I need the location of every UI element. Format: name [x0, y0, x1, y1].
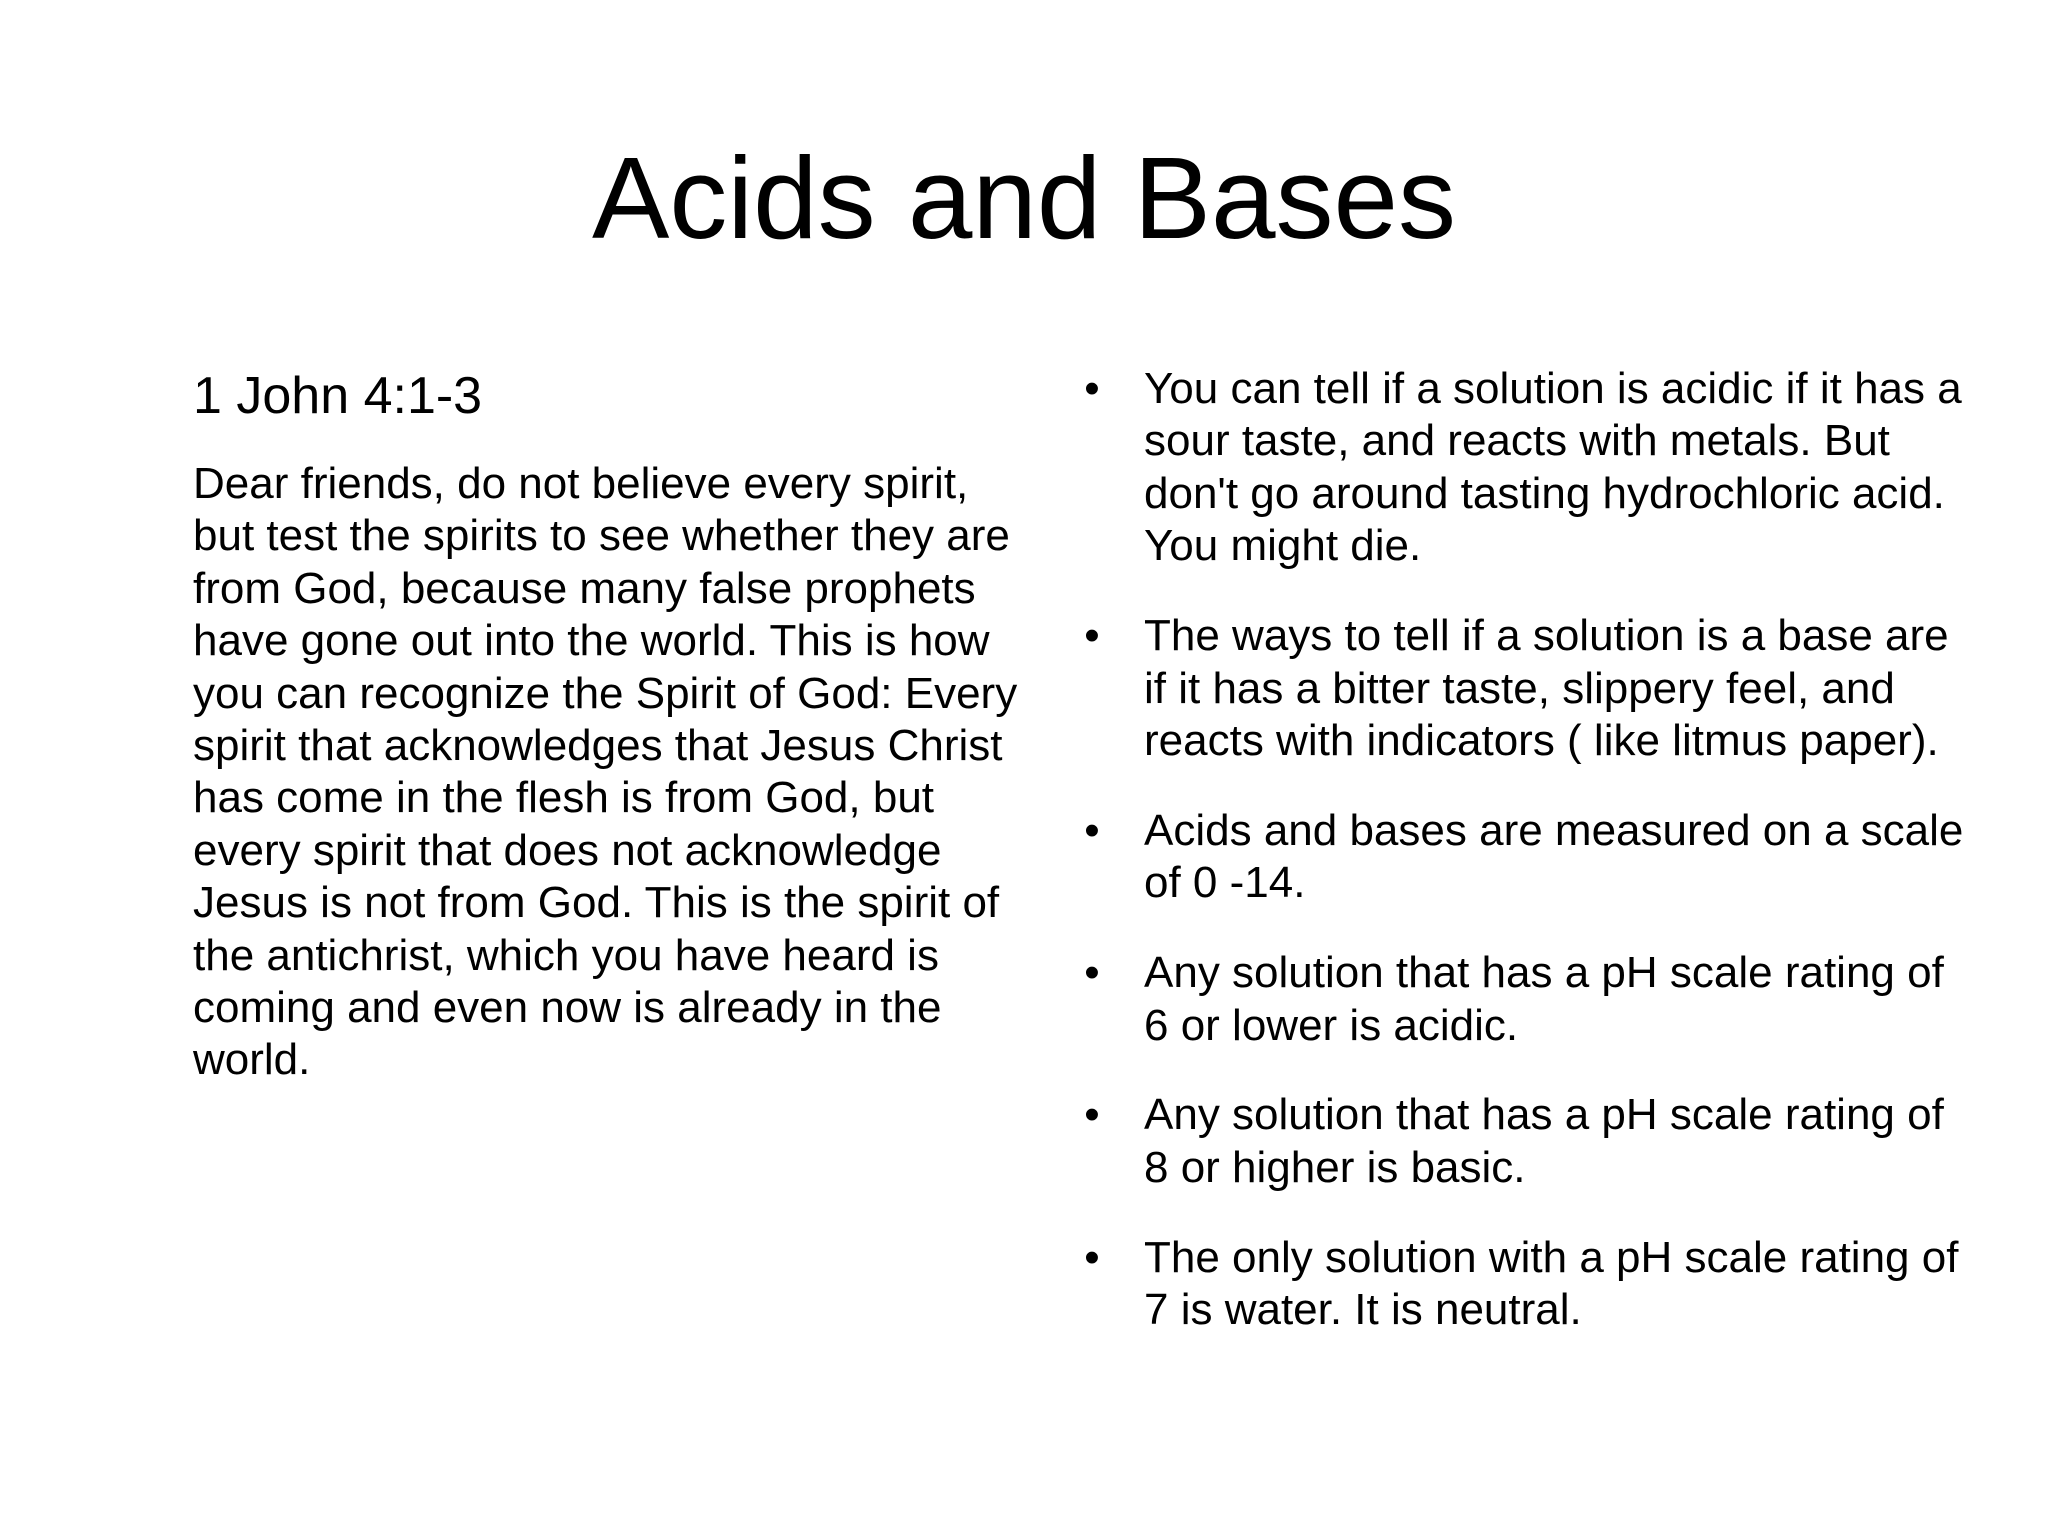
bullet-icon: •	[1084, 364, 1100, 413]
facts-column	[1072, 363, 1972, 1374]
bullet-icon: •	[1084, 1232, 1100, 1282]
bullet-text: Any solution that has a pH scale rating of 6 or lower is acidic.	[1144, 948, 1944, 1050]
bullet-icon: •	[1084, 611, 1100, 661]
verse-reference: 1 John 4:1-3	[193, 367, 483, 425]
scripture-column	[193, 364, 1033, 1087]
bullet-item	[1072, 947, 1972, 1052]
bullet-item	[1072, 1232, 1972, 1337]
bullet-item	[1072, 1089, 1972, 1194]
bullet-text: The only solution with a pH scale rating of 7 is water. It is neutral.	[1144, 1232, 1959, 1335]
bullet-icon: •	[1084, 1090, 1100, 1140]
bullet-icon: •	[1084, 948, 1100, 998]
bullet-text: Acids and bases are measured on a scale of 0 -14.	[1144, 805, 1964, 908]
bullet-list	[1072, 363, 1972, 1337]
bullet-text: The ways to tell if a solution is a base are if it has a bitter taste, slippery feel, and reacts with indicators ( like litmus paper).	[1144, 611, 1949, 765]
bullet-item	[1072, 805, 1972, 910]
verse-passage: Dear friends, do not believe every spirit, but test the spirits to see whether they are from God, because many false prophets have gone out into the world. This is how you can recognize the Spirit of God: Every spirit that acknowledges that Jesus Christ has come in the flesh is from God, but every spirit that does not acknowledge Jesus is not from God. This is the spirit of the antichrist, which you have heard is coming and even now is already in the world.	[193, 459, 1018, 1085]
bullet-item	[1072, 610, 1972, 767]
bullet-text: You can tell if a solution is acidic if it has a sour taste, and reacts with metals. But don't go around tasting hydrochloric acid. You might die.	[1144, 364, 1962, 571]
bullet-text: Any solution that has a pH scale rating of 8 or higher is basic.	[1144, 1090, 1944, 1192]
bullet-item	[1072, 363, 1972, 573]
bullet-icon: •	[1084, 805, 1100, 855]
slide-title: Acids and Bases	[591, 133, 1457, 263]
